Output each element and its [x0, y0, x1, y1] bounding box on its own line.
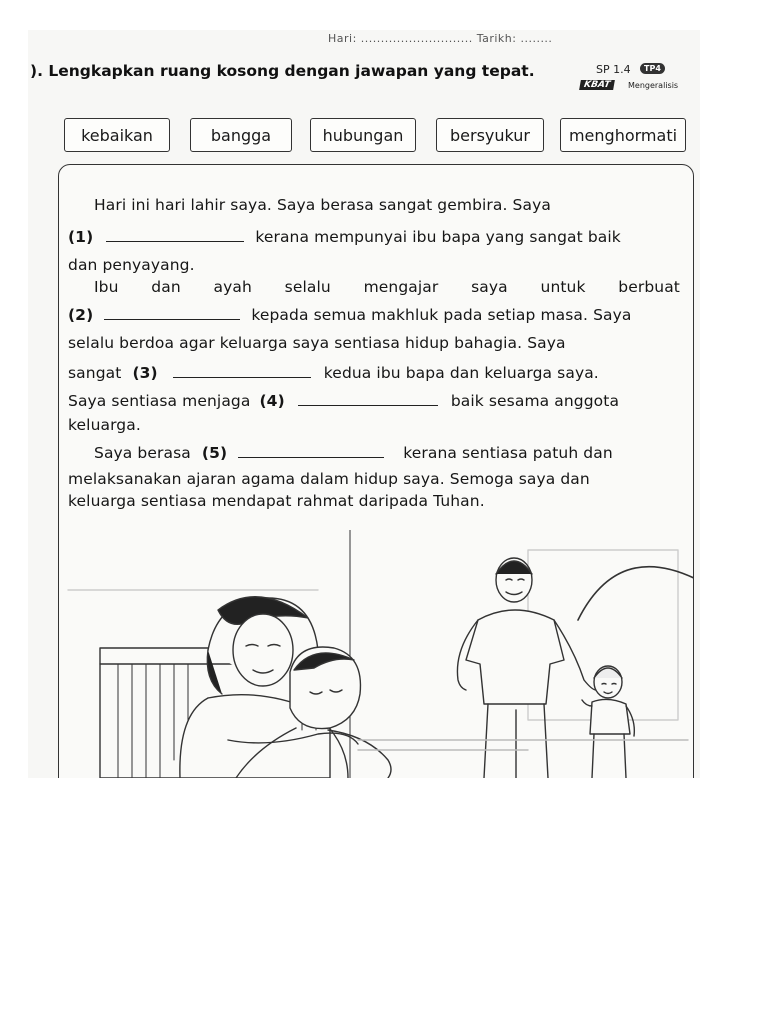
- answer-blank-3[interactable]: [173, 375, 311, 378]
- word-bank-label: bersyukur: [449, 125, 530, 145]
- word-bank-item[interactable]: [560, 118, 686, 152]
- word-bank-item[interactable]: [436, 118, 544, 152]
- question-number: (2): [68, 306, 94, 324]
- passage-text: kedua ibu bapa dan keluarga saya.: [323, 364, 599, 382]
- answer-blank-4[interactable]: [298, 403, 438, 406]
- answer-blank-5[interactable]: [238, 455, 384, 458]
- passage-text: kepada semua makhluk pada setiap masa. Saya: [251, 306, 632, 324]
- passage-line-10: [94, 444, 613, 462]
- passage-word: saya: [471, 278, 508, 296]
- date-line: Hari: ............................ Tarikh: ........: [328, 32, 553, 45]
- tp-badge: TP4: [640, 63, 665, 74]
- word-bank-label: bangga: [210, 125, 272, 145]
- passage-line-4: [94, 278, 680, 296]
- question-number: (1): [68, 228, 94, 246]
- worksheet-page: [28, 30, 700, 778]
- skill-label: Mengeralisis: [628, 81, 679, 90]
- passage-word: ayah: [213, 278, 252, 296]
- passage-line-7: [68, 364, 599, 382]
- word-bank-label: kebaikan: [81, 125, 153, 145]
- passage-line-12: keluarga sentiasa mendapat rahmat daripada Tuhan.: [68, 492, 485, 510]
- question-number: (3): [132, 364, 158, 382]
- passage-text: kerana mempunyai ibu bapa yang sangat baik: [255, 228, 621, 246]
- standard-code: SP 1.4: [596, 63, 631, 76]
- passage-text: baik sesama anggota: [450, 392, 620, 410]
- passage-line-8: [68, 392, 619, 410]
- passage-word: Ibu: [94, 278, 119, 296]
- answer-blank-1[interactable]: [106, 239, 244, 242]
- passage-word: untuk: [540, 278, 586, 296]
- passage-line-9: keluarga.: [68, 416, 141, 434]
- passage-text: sangat: [68, 364, 122, 382]
- word-bank-item[interactable]: [64, 118, 170, 152]
- passage-word: selalu: [284, 278, 331, 296]
- word-bank-label: hubungan: [322, 125, 404, 145]
- passage-line-5: [68, 306, 631, 324]
- passage-text: Saya sentiasa menjaga: [68, 392, 251, 410]
- instruction-heading: ). Lengkapkan ruang kosong dengan jawapan yang tepat.: [30, 62, 535, 80]
- passage-line-2: [68, 228, 621, 246]
- passage-line-1: Hari ini hari lahir saya. Saya berasa sangat gembira. Saya: [94, 196, 551, 214]
- passage-word: mengajar: [363, 278, 439, 296]
- passage-line-3: dan penyayang.: [68, 256, 195, 274]
- passage-text: Saya berasa: [94, 444, 191, 462]
- question-number: (5): [201, 444, 228, 462]
- word-bank-label: menghormati: [568, 125, 678, 145]
- word-bank-item[interactable]: [190, 118, 292, 152]
- passage-line-11: melaksanakan ajaran agama dalam hidup saya. Semoga saya dan: [68, 470, 590, 488]
- answer-blank-2[interactable]: [104, 317, 240, 320]
- passage-word: dan: [151, 278, 181, 296]
- kbat-badge: KBAT: [579, 80, 615, 90]
- passage-line-6: selalu berdoa agar keluarga saya sentiasa hidup bahagia. Saya: [68, 334, 566, 352]
- passage-word: berbuat: [618, 278, 680, 296]
- word-bank-item[interactable]: [310, 118, 416, 152]
- passage-text: kerana sentiasa patuh dan: [403, 444, 613, 462]
- family-illustration: [58, 530, 694, 778]
- question-number: (4): [259, 392, 285, 410]
